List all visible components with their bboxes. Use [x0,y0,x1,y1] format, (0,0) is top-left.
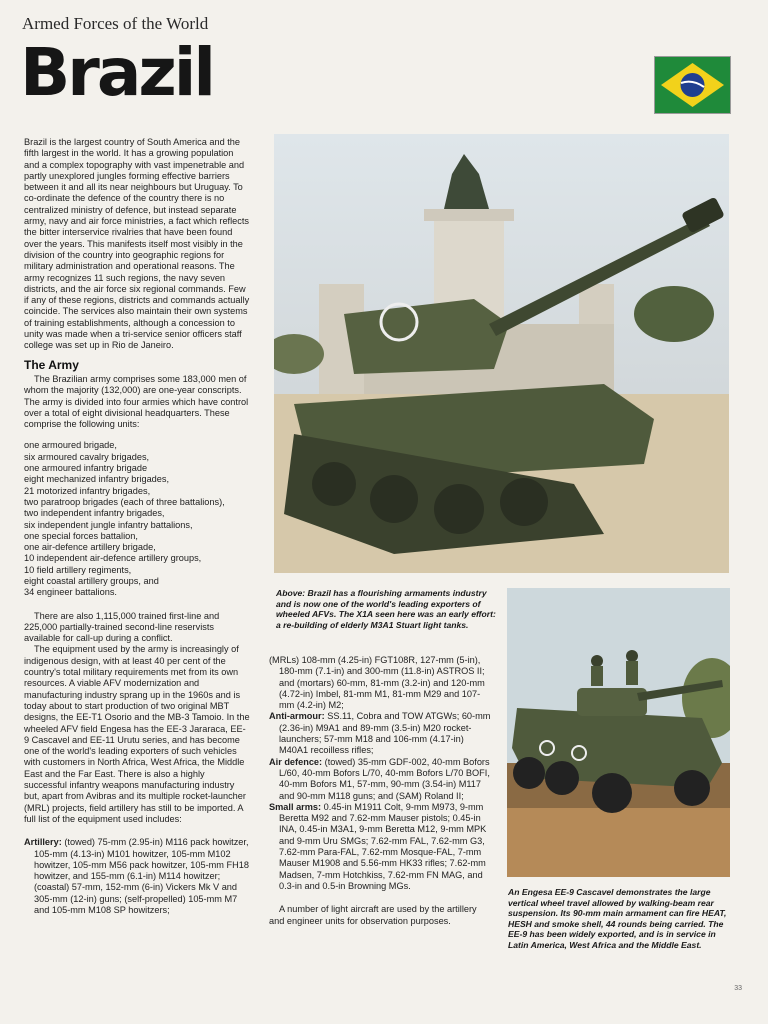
air-defence-text: (towed) 35-mm GDF-002, 40-mm Bofors L/60, 40-mm Bofors L/70, 40-mm Bofors L/70 BOFI, 40-mm Bofors M1, 57-mm, 90-mm (3.54-in) M117 and 90-mm M118 guns; and (SAM) Roland II; [279,756,490,801]
unit-item: eight coastal artillery groups, and [24,575,159,586]
column-main [24,137,250,916]
page-title: Brazil [20,34,214,111]
unit-item: one armoured infantry brigade [24,463,148,474]
mrl-mortar-text: (MRLs) 108-mm (4.25-in) FGT108R, 127-mm (5-in), 180-mm (7.1-in) and 300-mm (11.8-in) ASTROS II; and (mortars) 60-mm, 81-mm (3.2-in) and 120-mm (4.72-in) Imbel, 81-mm M1, 81-mm M29 and 107-mm (4.2-in) M2; [269,655,485,711]
artillery-label: Artillery: [24,837,62,848]
unit-item: one air-defence artillery brigade, [24,542,156,553]
tank-photo [274,134,729,573]
column-equipment [269,655,494,927]
artillery-entry [24,837,250,916]
small-arms-label: Small arms: [269,801,322,812]
unit-item: one special forces battalion, [24,530,138,541]
unit-item: six independent jungle infantry battalions, [24,519,193,530]
anti-armour-text: SS.11, Cobra and TOW ATGWs; 60-mm (2.36-in) M9A1 and 89-mm (3.5-in) M20 rocket-launchers; 57-mm M18 and 106-mm (4.17-in) M40A1 recoilless rifles; [279,711,491,756]
small-arms-text: 0.45-in M1911 Colt, 9-mm M973, 9-mm Beretta M92 and 7.62-mm Mauser pistols; 0.45-in INA, 0.45-in M3A1, 9-mm Beretta M12, 9-mm MPK and 9-mm Uru SMGs; 7.62-mm FAL, 7.62-mm G3, 7.62-mm Para-FAL, 7.62-mm Mosque-FAL, 7-mm Mauser M1908 and 5.56-mm HK33 rifles; 7.62-mm Madsen, 7-mm Hotchkiss, 7.62-mm FN MAG, and 0.3-in and 0.5-in Browning MGs. [279,801,487,891]
page-number: 33 [734,985,742,992]
aircraft-paragraph: A number of light aircraft are used by the artillery and engineer units for observation purposes. [269,904,477,926]
unit-item: two paratroop brigades (each of three battalions), [24,496,225,507]
army-paragraph-3: The equipment used by the army is increasingly of indigenous design, with at least 40 per cent of the country's total military requirements met from its own resources. A viable AFV modernization and manufacturing industry sprang up in the 1960s and is today about to start production of two original MBT designs, the EE-T1 Osorio and the MB-3 Tamoio. In the wheeled AFV field Engesa has the EE-3 Jararaca, EE-9 Cascavel and EE-11 Urutu series, and has become one of the world's leading exporters of such vehicles with customers in North Africa, West Africa, the Middle East and the Far East. There is also a highly successful infantry weapons manufacturing industry but, apart from Avibras and its multiple rocket-launcher (MRL) projects, field artillery has still to be imported. A full list of the equipment used includes: [24,644,250,824]
air-defence-entry [269,757,494,802]
series-title: Armed Forces of the World [22,14,209,33]
brazil-flag-icon [655,57,730,113]
anti-armour-entry [269,711,494,756]
cascavel-photo [507,588,730,877]
army-paragraph-2: There are also 1,115,000 trained first-line and 225,000 partially-trained second-line reservists available for call-up during a conflict. [24,610,220,644]
unit-item: two independent infantry brigades, [24,508,165,519]
unit-item: one armoured brigade, [24,440,117,451]
units-list [24,440,250,598]
unit-item: 34 engineer battalions. [24,587,117,598]
unit-item: 10 independent air-defence artillery groups, [24,553,202,564]
anti-armour-label: Anti-armour: [269,711,325,722]
army-heading: The Army [24,357,79,372]
artillery-text: (towed) 75-mm (2.95-in) M116 pack howitzer, 105-mm (4.13-in) M101 howitzer, 105-mm M102 howitzer, 105-mm M56 pack howitzer, 105-mm FH18 howitzer, and 155-mm (6.1-in) M114 howitzer; (coastal) 57-mm, 152-mm (6-in) Vickers Mk V and 305-mm (12-in) guns; (self-propelled) 105-mm M7 and 105-mm M108 SP howitzers; [34,837,249,915]
unit-item: six armoured cavalry brigades, [24,451,150,462]
small-arms-entry [269,802,494,892]
intro-paragraph: Brazil is the largest country of South America and the fifth largest in the world. It has a growing population and a complex topography with vast impenetrable and partly unexplored jungles forming effective barriers between it and all its near neighbours but Uruguay. To co-ordinate the defence of the country there is no centralized ministry of defence, but instead separate army, navy and air force ministries, a fact which reflects the bitter interservice rivalries that have been found over the years. This manifests itself most visibly in the division of the country into geographic regions for military administration and operational reasons. The army recognizes 11 such regions, the navy seven districts, and the air force six regional commands. Few if any of these regions, districts and commands actually coincide. The services also maintain their own systems of training establishments, although a concession to unity was made when a tri-service senior officers staff college was set up in Rio de Janeiro. [24,137,250,351]
unit-item: 10 field artillery regiments, [24,564,132,575]
unit-item: 21 motorized infantry brigades, [24,485,151,496]
tank-caption: Above: Brazil has a flourishing armaments industry and is now one of the world's leading exporters of wheeled AFVs. The X1A seen here was an early effort: a re-building of elderly M3A1 Stuart light tanks. [276,588,496,630]
army-paragraph-1: The Brazilian army comprises some 183,000 men of whom the majority (132,000) are one-year conscripts. The army is divided into four armies which have control over a total of eight divisional headquarters. These comprise the following units: [24,373,249,430]
air-defence-label: Air defence: [269,756,323,767]
cascavel-caption: An Engesa EE-9 Cascavel demonstrates the large vertical wheel travel allowed by walking-beam rear suspension. Its 90-mm main armament can fire HEAT, HESH and smoke shell, 44 rounds being carried. The EE-9 has been widely exported, and is in service in Latin America, West Africa and the Middle East. [508,887,727,950]
unit-item: eight mechanized infantry brigades, [24,474,170,485]
